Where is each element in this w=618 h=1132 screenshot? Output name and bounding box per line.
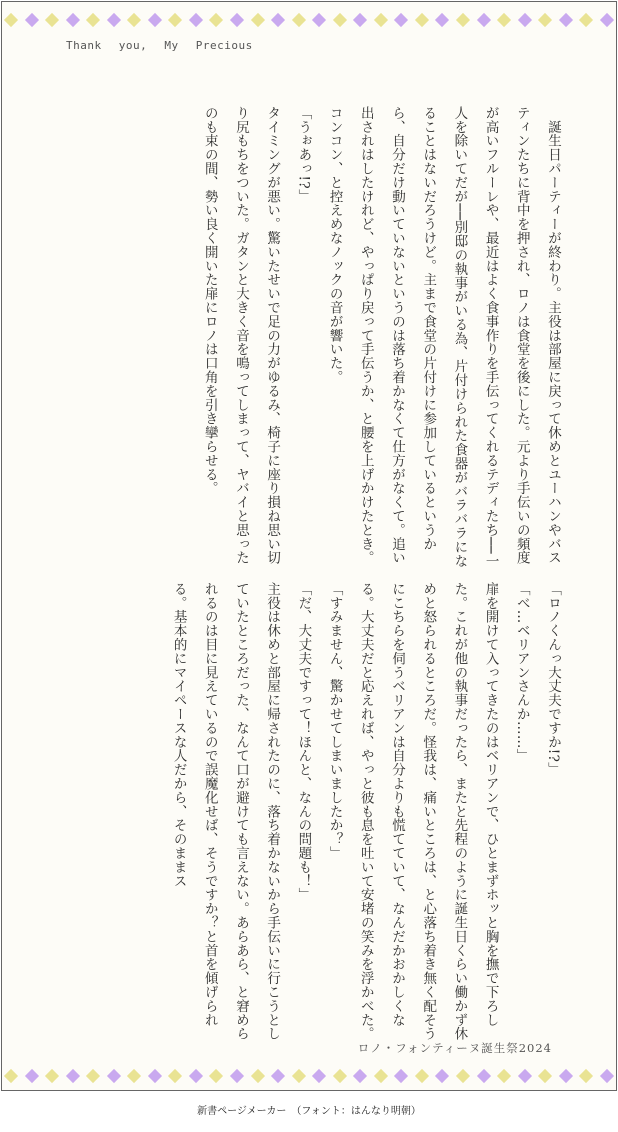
border-diamond <box>333 1069 347 1083</box>
border-diamond <box>600 1069 614 1083</box>
border-diamond <box>107 1069 121 1083</box>
border-diamond <box>497 1069 511 1083</box>
border-diamond <box>209 13 223 27</box>
paragraph: 誕生日パーティーが終わり。主役は部屋に戻って休めとユーハンやバスティンたちに背中を押され、ロノは食堂を後にした。元より手伝いの頻度が高いフルーレや、最近はよく食事作りを手伝ってくれるテディたち──一人を除いてだが──別邸の執事がいる為、片付けられた食器がバラバラになることはないだろうけど。主まで食堂の片付けに参加しているというから、自分だけ動いていないというのは落ち着かなくて仕方がなくて。追い出されはしたけれど、やっぱり戻って手伝うか、と腰を上げかけたとき。 <box>357 106 561 568</box>
border-diamond <box>518 13 532 27</box>
border-diamond <box>312 1069 326 1083</box>
border-diamond <box>66 1069 80 1083</box>
paragraph: 「だ、大丈夫ですって！ほんと、なんの問題も！」 <box>295 582 312 902</box>
border-diamond <box>66 13 80 27</box>
manuscript-page <box>1 1 617 1091</box>
border-diamond <box>538 13 552 27</box>
border-diamond <box>394 1069 408 1083</box>
border-diamond <box>374 13 388 27</box>
page-maker-credit: 新書ページメーカー （フォント：はんなり明朝） <box>197 1106 421 1117</box>
border-diamond <box>148 1069 162 1083</box>
border-diamond <box>209 1069 223 1083</box>
paragraph: 「すみません、驚かせてしまいましたか？」 <box>326 582 343 860</box>
border-diamond <box>559 1069 573 1083</box>
paragraph: タイミングが悪い。驚いたせいで足の力がゆるみ、椅子に座り損ね思い切り尻もちをついた。ガタンと大きく音を鳴ってしまって、ヤバイと思ったのも束の間、勢い良く開いた扉にロノは口角を引き攣らせる。 <box>201 106 281 565</box>
border-diamond <box>271 13 285 27</box>
paragraph: 「べ…ベリアンさんか……」 <box>513 582 530 763</box>
border-diamond <box>250 1069 264 1083</box>
border-diamond <box>477 13 491 27</box>
border-diamond <box>353 1069 367 1083</box>
border-diamond <box>250 13 264 27</box>
border-diamond <box>374 1069 388 1083</box>
paragraph: コンコン、と控えめなノックの音が響いた。 <box>326 106 343 384</box>
border-diamond <box>456 13 470 27</box>
border-diamond <box>189 1069 203 1083</box>
border-diamond <box>189 13 203 27</box>
border-diamond <box>579 13 593 27</box>
border-diamond <box>456 1069 470 1083</box>
series-title: Thank you, My Precious <box>66 39 253 52</box>
border-diamond <box>168 13 182 27</box>
border-diamond <box>333 13 347 27</box>
top-diamond-border <box>2 8 616 32</box>
text-block-lower <box>68 582 568 1047</box>
border-diamond <box>148 13 162 27</box>
border-diamond <box>559 13 573 27</box>
border-diamond <box>415 13 429 27</box>
border-diamond <box>230 1069 244 1083</box>
border-diamond <box>4 1069 18 1083</box>
border-diamond <box>353 13 367 27</box>
border-diamond <box>4 13 18 27</box>
bottom-diamond-border <box>2 1064 616 1088</box>
border-diamond <box>168 1069 182 1083</box>
paragraph: 扉を開けて入ってきたのはベリアンで、ひとまずホッと胸を撫で下ろした。これが他の執事だったら、またと先程のように誕生日くらい働かず休めと怒られるところだ。怪我は、痛いところは、と心落ち着き無く配そうにこちらを伺うベリアンは自分よりも慌てていて、なんだかおかしくなる。大丈夫だと応えれば、やっと彼も息を吐いて安堵の笑みを浮かべた。 <box>357 582 499 1041</box>
paragraph: 「ロノくんっ大丈夫ですか!?」 <box>545 582 561 777</box>
border-diamond <box>518 1069 532 1083</box>
border-diamond <box>24 13 38 27</box>
text-block-upper <box>68 106 568 571</box>
border-diamond <box>415 1069 429 1083</box>
border-diamond <box>271 1069 285 1083</box>
border-diamond <box>107 13 121 27</box>
border-diamond <box>45 1069 59 1083</box>
border-diamond <box>292 1069 306 1083</box>
border-diamond <box>538 1069 552 1083</box>
border-diamond <box>86 1069 100 1083</box>
border-diamond <box>292 13 306 27</box>
border-diamond <box>435 1069 449 1083</box>
border-diamond <box>312 13 326 27</box>
border-diamond <box>24 1069 38 1083</box>
paragraph: 「うぉあっ!?」 <box>295 106 312 203</box>
border-diamond <box>497 13 511 27</box>
paragraph: 主役は休めと部屋に帰されたのに、落ち着かないから手伝いに行こうとしていたところだった、なんて口が避けても言えない。あらあら、と窘められるのは目に見えているので誤魔化せば、そうですか？と首を傾げられる。基本的にマイペースな人だから、そのままス <box>170 582 281 1041</box>
border-diamond <box>127 1069 141 1083</box>
border-diamond <box>230 13 244 27</box>
border-diamond <box>477 1069 491 1083</box>
border-diamond <box>579 1069 593 1083</box>
border-diamond <box>86 13 100 27</box>
border-diamond <box>435 13 449 27</box>
border-diamond <box>600 13 614 27</box>
event-footer: ロノ・フォンティーヌ誕生祭2024 <box>357 1041 552 1055</box>
border-diamond <box>45 13 59 27</box>
border-diamond <box>394 13 408 27</box>
border-diamond <box>127 13 141 27</box>
